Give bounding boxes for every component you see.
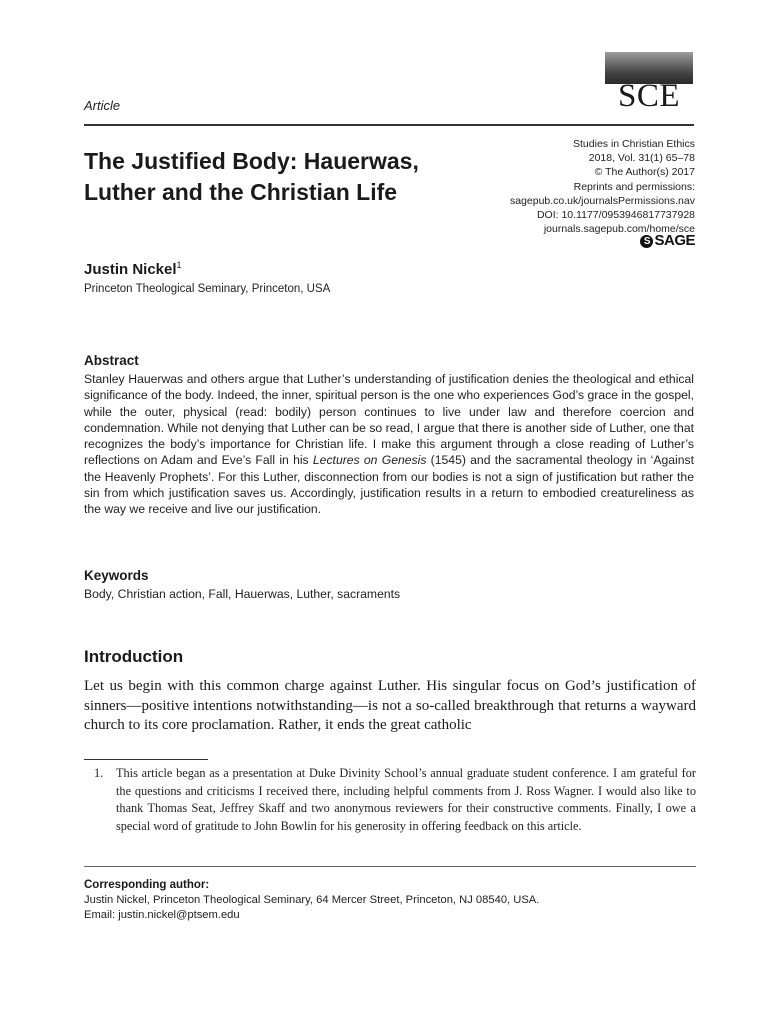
sage-mark-icon: S [640,235,653,248]
copyright: © The Author(s) 2017 [594,166,695,179]
journal-acronym: SCE [617,78,681,114]
reprints-label: Reprints and permissions: [573,180,695,193]
keywords-text: Body, Christian action, Fall, Hauerwas, Luther, sacraments [84,587,401,601]
email-address[interactable]: justin.nickel@ptsem.edu [118,909,240,921]
abstract-text-part2: (1545) and the sacramental theology in ‘Against the Heavenly Prophets’. For this Luther, disconnection from our bodies is not a sign of justification but rather the sin from which justification saves us. Accordingly, justification results in a return to embodied creatureliness as the way we receive and live our justification. [84,453,694,517]
keywords-heading: Keywords [84,568,149,583]
footnote-number: 1. [94,766,104,780]
introduction-heading: Introduction [84,647,184,666]
reprints-link[interactable]: sagepub.co.uk/journalsPermissions.nav [509,194,695,207]
doi[interactable]: DOI: 10.1177/0953946817737928 [536,209,695,222]
corresponding-email-line [84,909,240,921]
footnote [94,765,696,835]
journal-url[interactable]: journals.sagepub.com/home/sce [543,223,695,236]
footnote-divider [84,759,208,760]
abstract-text [84,371,694,518]
publisher-name: SAGE [654,232,695,249]
abstract-heading: Abstract [84,353,139,368]
corresponding-divider [84,866,696,867]
author-footnote-marker[interactable]: 1 [176,260,182,270]
introduction-text: Let us begin with this common charge against Luther. His singular focus on God’s justification of sinners—positive intentions notwithstanding—is not a so-called breakthrough that returns a wayward church to its core proclamation. Rather, it ends the great catholic [84,678,696,733]
corresponding-heading: Corresponding author: [84,879,210,891]
author-affiliation: Princeton Theological Seminary, Princeton, USA [84,283,331,295]
header-divider [84,124,694,126]
author-name: Justin Nickel [84,261,177,278]
volume-info: 2018, Vol. 31(1) 65–78 [588,152,695,165]
footnote-text: This article began as a presentation at Duke Divinity School’s annual graduate student conference. I am grateful for the questions and criticisms I received there, including helpful comments from J. Ross Wagner. I would also like to thank Thomas Seat, Jeffrey Skaff and two anonymous reviewers for their constructive comments. Finally, I owe a special word of gratitude to John Bowlin for his generosity in offering feedback on this article. [116,766,696,833]
journal-logo [605,52,693,114]
author-name-line [84,260,182,278]
publisher-logo [600,232,695,249]
journal-name: Studies in Christian Ethics [573,138,695,150]
article-type: Article [84,98,121,113]
corresponding-address: Justin Nickel, Princeton Theological Seminary, 64 Mercer Street, Princeton, NJ 08540, USA. [84,894,540,906]
article-title: The Justified Body: Hauerwas, Luther and the Christian Life [84,148,419,205]
abstract-italic-title: Lectures on Genesis [312,453,427,468]
abstract-text-part1: Stanley Hauerwas and others argue that Luther’s understanding of justification denies the theological and ethical significance of the body. Indeed, the inner, spiritual person is the one who experiences God’s grace in the gospel, while the outer, physical (read: bodily) person continues to live under law and therefore coercion and condemnation. While not denying that Luther can be so read, I argue that there is another side of Luther, one that recognizes the body’s importance for Christian life. I make this argument through a close reading of Luther’s reflections on Adam and Eve’s Fall in his [84,372,694,468]
email-label: Email: [84,909,116,921]
journal-metadata [470,137,695,236]
